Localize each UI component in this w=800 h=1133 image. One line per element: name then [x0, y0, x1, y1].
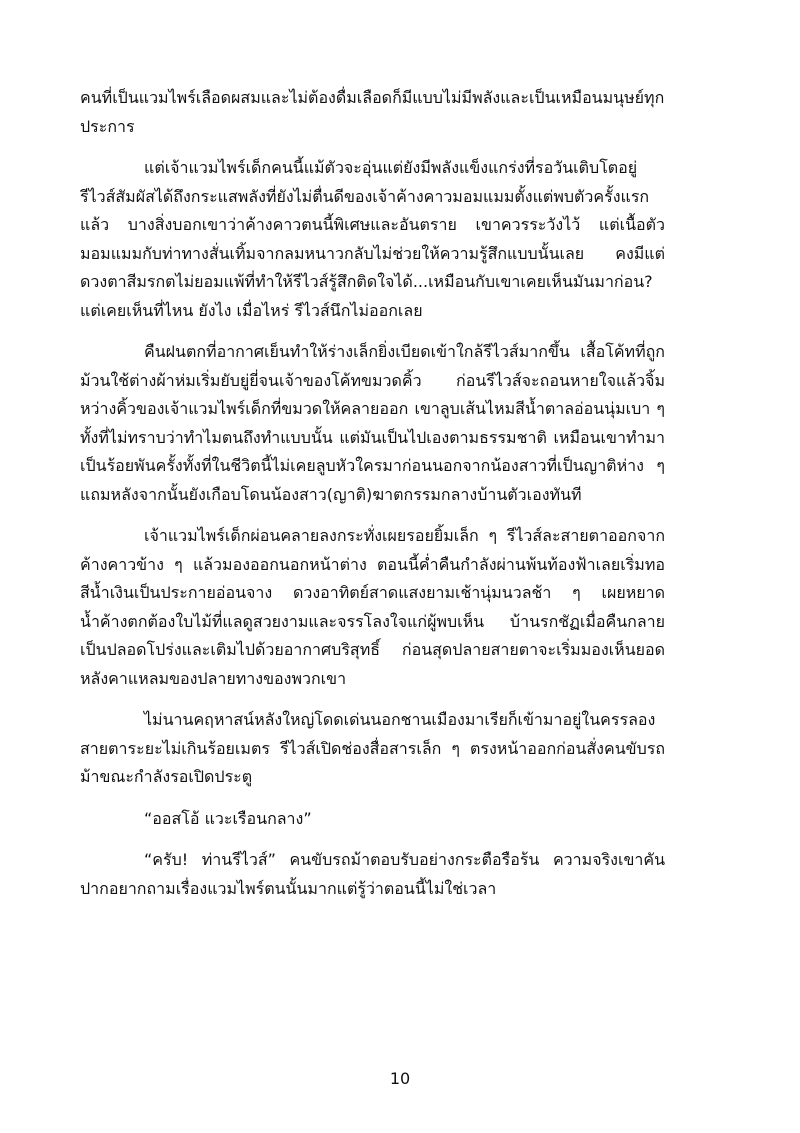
- paragraph-6: “ออสโอ้ แวะเรือนกลาง”: [144, 808, 312, 828]
- paragraph-4: เจ้าแวมไพร์เด็กผ่อนคลายลงกระทั่งเผยรอยยิ้มเล็ก ๆ รีไวส์ละสายตาออกจากค้างคาวข้าง ๆ แล้วมองออกนอกหน้าต่าง ตอนนี้ค่ำคืนกำลังผ่านพ้นท้องฟ้าเลยเริ่มทอสีน้ำเงินเป็นประกายอ่อนจาง ดวงอาทิตย์สาดแสงยามเช้านุ่มนวลช้า ๆ เผยหยาดน้ำค้างตกต้องใบไม้ที่แลดูสวยงามและจรรโลงใจแก่ผู้พบเห็น บ้านรกชัฏเมื่อคืนกลายเป็นปลอดโปร่งและเติมไปด้วยอากาศบริสุทธิ์ ก่อนสุดปลายสายตาจะเริ่มมองเห็นยอดหลังคาแหลมของปลายทางของพวกเขา: [80, 526, 665, 688]
- paragraph-5: ไม่นานคฤหาสน์หลังใหญ่โดดเด่นนอกชานเมืองมาเรียก็เข้ามาอยู่ในครรลองสายตาระยะไม่เกินร้อยเมตร รีไวส์เปิดช่องสื่อสารเล็ก ๆ ตรงหน้าออกก่อนสั่งคนขับรถม้าขณะกำลังรอเปิดประตู: [80, 710, 665, 786]
- paragraph-1: คนที่เป็นแวมไพร์เลือดผสมและไม่ต้องดื่มเลือดก็มีแบบไม่มีพลังและเป็นเหมือนมนุษย์ทุกประการ: [80, 88, 665, 136]
- paragraph-7: “ครับ! ท่านรีไวส์” คนขับรถม้าตอบรับอย่างกระตือรือร้น ความจริงเขาคันปากอยากถามเรื่องแวมไพร์ตนนั้นมากแต่รู้ว่าตอนนี้ไม่ใช่เวลา: [80, 850, 665, 898]
- page-number: 10: [389, 1069, 411, 1088]
- body-text: [80, 84, 665, 916]
- paragraph-3: คืนฝนตกที่อากาศเย็นทำให้ร่างเล็กยิ่งเบียดเข้าใกล้รีไวส์มากขึ้น เสื้อโค้ทที่ถูกม้วนใช้ต่างผ้าห่มเริ่มยับยู่ยี่จนเจ้าของโค้ทขมวดคิ้ว ก่อนรีไวส์จะถอนหายใจแล้วจิ้มหว่างคิ้วของเจ้าแวมไพร์เด็กที่ขมวดให้คลายออก เขาลูบเส้นไหมสีน้ำตาลอ่อนนุ่มเบา ๆ ทั้งที่ไม่ทราบว่าทำไมตนถึงทำแบบนั้น แต่มันเป็นไปเองตามธรรมชาติ เหมือนเขาทำมาเป็นร้อยพันครั้งทั้งที่ในชีวิตนี้ไม่เคยลูบหัวใครมาก่อนนอกจากน้องสาวที่เป็นญาติห่าง ๆ แถมหลังจากนั้นยังเกือบโดนน้องสาว(ญาติ)ฆาตกรรมกลางบ้านตัวเองทันที: [80, 342, 665, 504]
- paragraph-2: แต่เจ้าแวมไพร์เด็กคนนี้แม้ตัวจะอุ่นแต่ยังมีพลังแข็งแกร่งที่รอวันเติบโตอยู่ รีไวส์สัมผัสได้ถึงกระแสพลังที่ยังไม่ตื่นดีของเจ้าค้างคาวมอมแมมตั้งแต่พบตัวครั้งแรกแล้ว บางสิ่งบอกเขาว่าค้างคาวตนนี้พิเศษและอันตราย เขาควรระวังไว้ แต่เนื้อตัวมอมแมมกับท่าทางสั่นเทิ้มจากลมหนาวกลับไม่ช่วยให้ความรู้สึกแบบนั้นเลย คงมีแต่ดวงตาสีมรกตไม่ยอมแพ้ที่ทำให้รีไวส์รู้สึกติดใจได้...เหมือนกับเขาเคยเห็นมันมาก่อน? แต่เคยเห็นที่ไหน ยังไง เมื่อไหร่ รีไวส์นึกไม่ออกเลย: [80, 158, 665, 320]
